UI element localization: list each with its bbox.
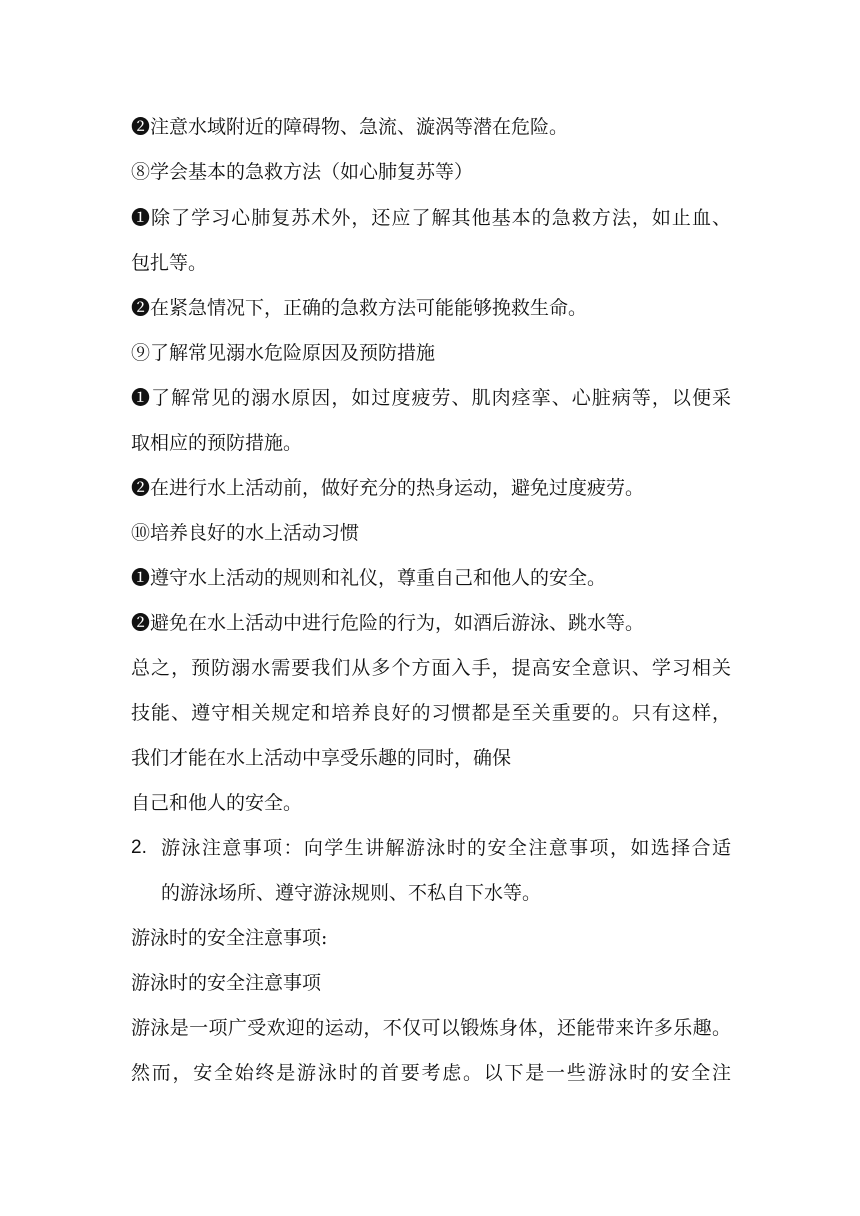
text-line-hazard-note: ❷注意水域附近的障碍物、急流、漩涡等潜在危险。 — [131, 116, 569, 138]
heading-swim-safety-colon: 游泳时的安全注意事项: — [131, 927, 328, 949]
text-line-good-habits-1: ❶遵守水上活动的规则和礼仪，尊重自己和他人的安全。 — [131, 567, 607, 589]
text-line-swim-intro-2: 然而，安全始终是游泳时的首要考虑。以下是一些游泳时的安全注 — [131, 1062, 731, 1084]
text-line-first-aid-1-cont: 包扎等。 — [131, 252, 208, 274]
text-line-drowning-causes-1: ❶了解常见的溺水原因，如过度疲劳、肌肉痉挛、心脏病等，以便采 — [131, 387, 731, 409]
list-item-number: 2. — [131, 837, 147, 858]
list-item-text: 游泳注意事项：向学生讲解游泳时的安全注意事项，如选择合适 — [161, 837, 731, 859]
text-line-first-aid-2: ❷在紧急情况下，正确的急救方法可能能够挽救生命。 — [131, 297, 588, 319]
text-line-drowning-causes-2: ❷在进行水上活动前，做好充分的热身运动，避免过度疲劳。 — [131, 477, 645, 499]
heading-swim-safety: 游泳时的安全注意事项 — [131, 972, 322, 994]
text-line-summary-3: 我们才能在水上活动中享受乐趣的同时，确保 — [131, 747, 512, 769]
text-line-swim-intro-1: 游泳是一项广受欢迎的运动，不仅可以锻炼身体，还能带来许多乐趣。 — [131, 1017, 731, 1039]
heading-good-habits: ⑩培养良好的水上活动习惯 — [131, 522, 360, 544]
text-line-first-aid-1: ❶除了学习心肺复苏术外，还应了解其他基本的急救方法，如止血、 — [131, 207, 731, 229]
heading-first-aid: ⑧学会基本的急救方法（如心肺复苏等） — [131, 161, 474, 183]
list-item-text-cont: 的游泳场所、遵守游泳规则、不私自下水等。 — [161, 882, 542, 904]
text-line-good-habits-2: ❷避免在水上活动中进行危险的行为，如酒后游泳、跳水等。 — [131, 612, 645, 634]
text-line-drowning-causes-1-cont: 取相应的预防措施。 — [131, 432, 303, 454]
text-line-summary-4: 自己和他人的安全。 — [131, 792, 303, 814]
text-line-summary-1: 总之，预防溺水需要我们从多个方面入手，提高安全意识、学习相关 — [131, 657, 731, 679]
heading-drowning-causes: ⑨了解常见溺水危险原因及预防措施 — [131, 342, 436, 364]
text-line-summary-2: 技能、遵守相关规定和培养良好的习惯都是至关重要的。只有这样， — [131, 702, 731, 724]
